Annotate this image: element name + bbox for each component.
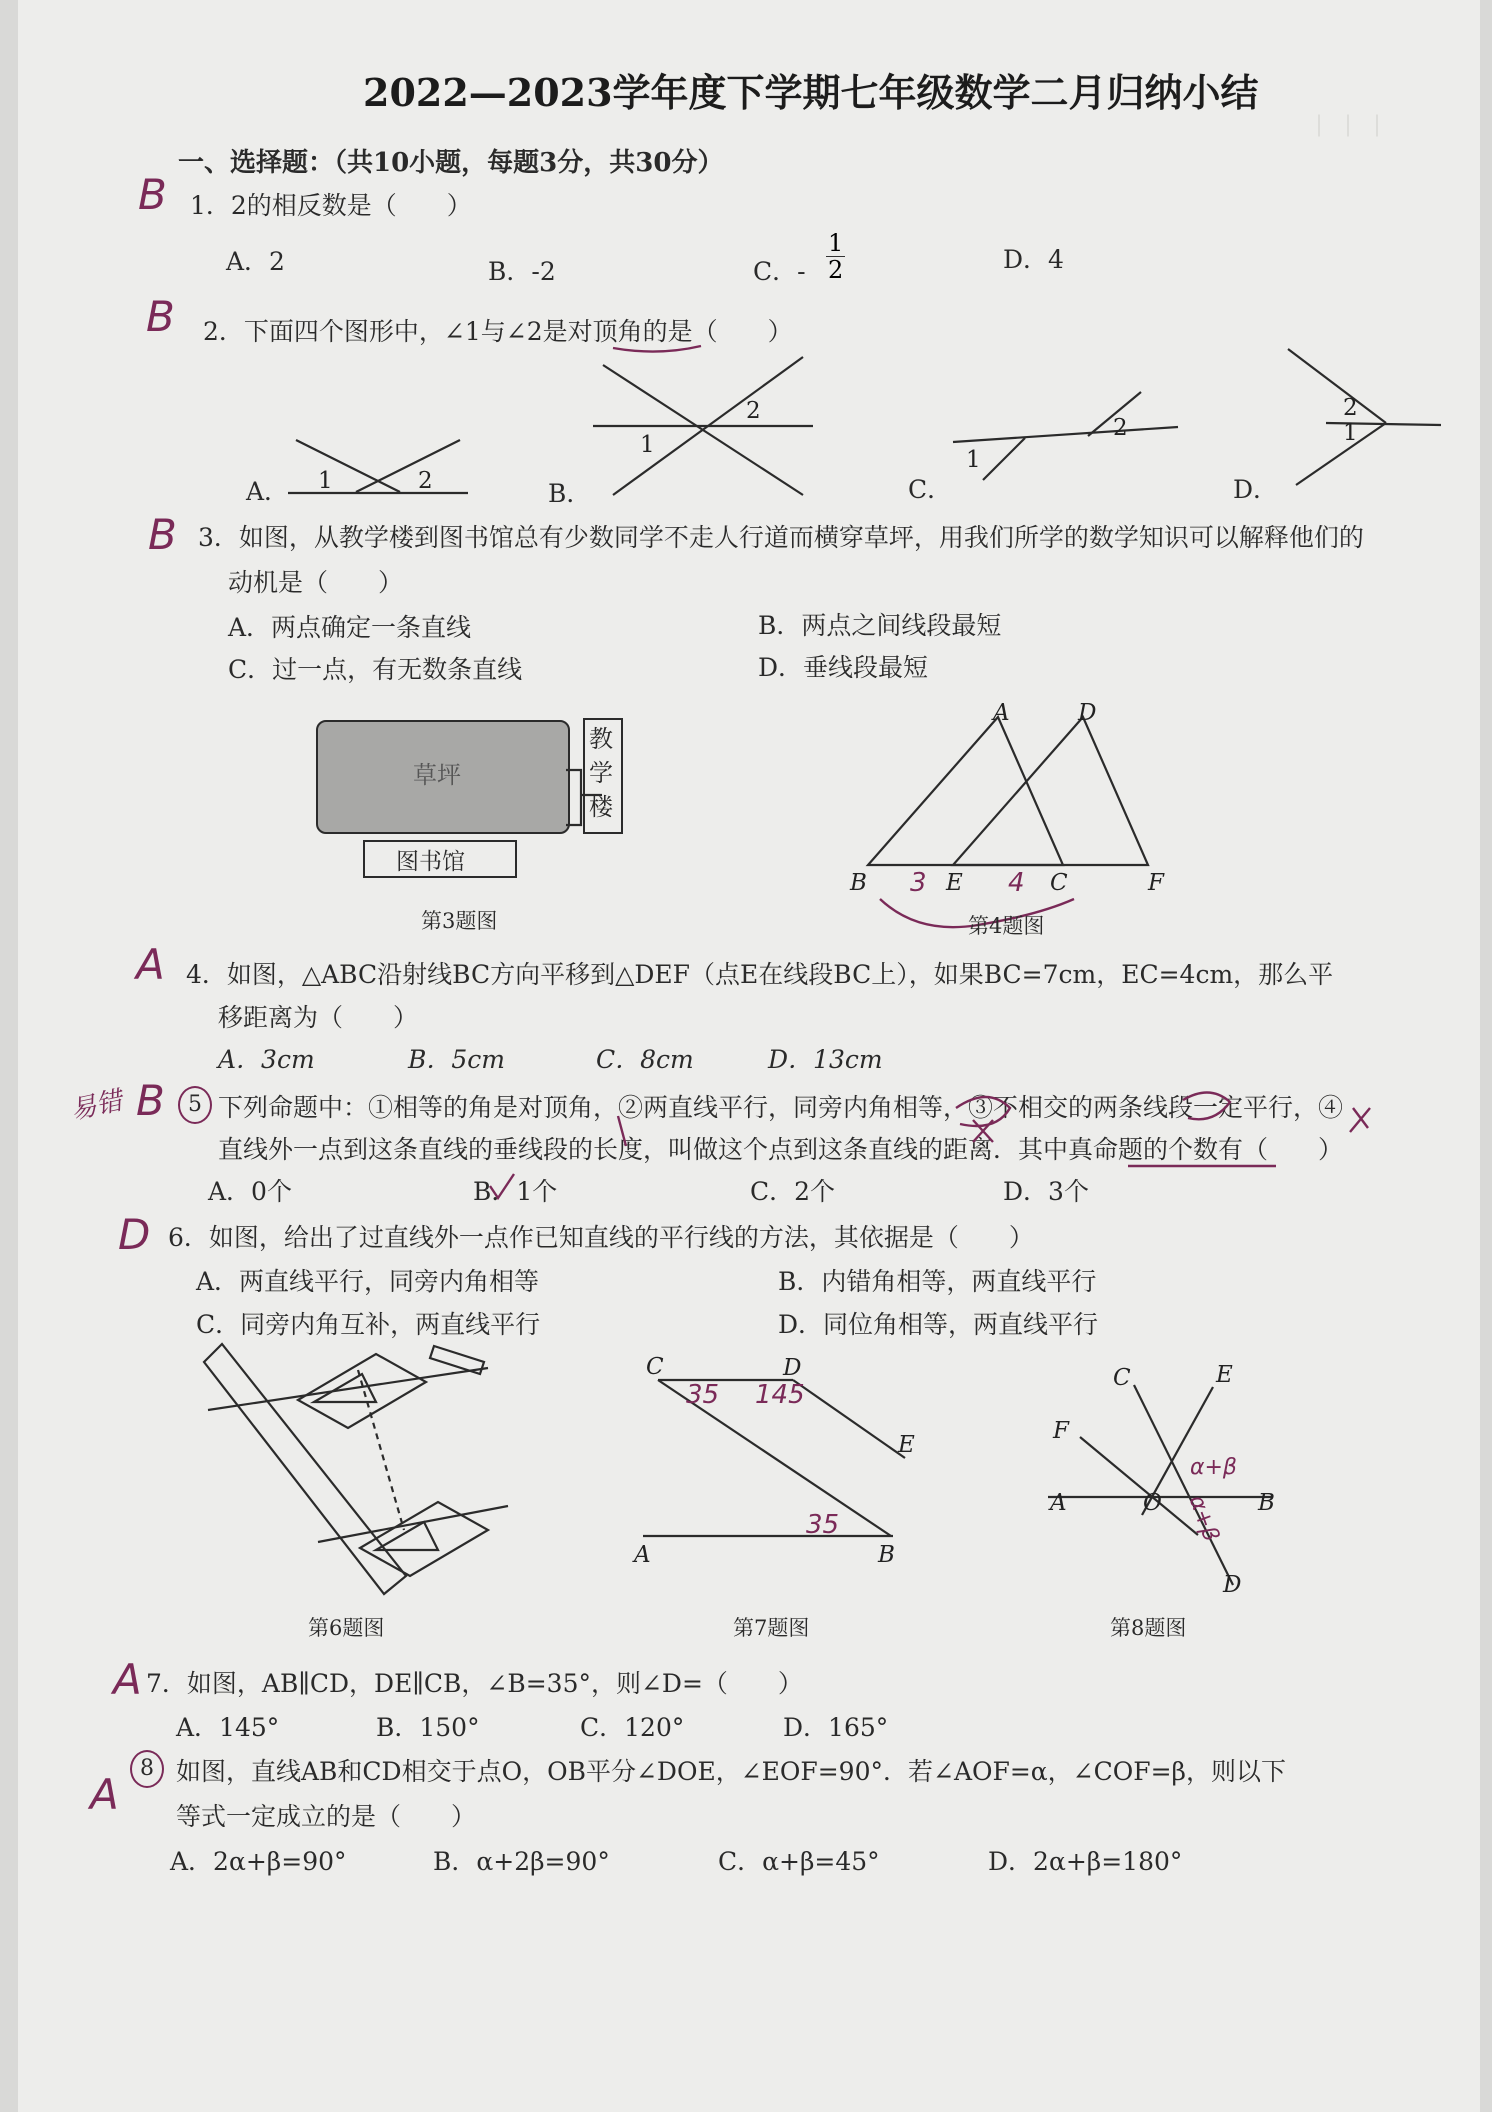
q7-option-a: A．145°: [176, 1713, 280, 1742]
q3-building-label: 教学楼: [589, 725, 613, 821]
q5-option-b: B．1个: [473, 1177, 558, 1206]
q3-option-a: A．两点确定一条直线: [228, 613, 472, 642]
q8-intersecting-lines-figure: [1048, 1375, 1288, 1595]
q8-label-c: C: [1113, 1365, 1131, 1391]
q4-label-b: B: [850, 870, 867, 896]
q6-option-a: A．两直线平行，同旁内角相等: [196, 1267, 540, 1296]
q7-handwritten-answer: A: [113, 1655, 142, 1704]
q4-label-f: F: [1148, 870, 1164, 896]
q2-option-c: C．: [908, 475, 953, 504]
q3-library-label: 图书馆: [396, 849, 465, 875]
q2-option-a: A．: [246, 477, 290, 506]
q5-correction-marks: [598, 1080, 1398, 1180]
q6-handwritten-answer: D: [118, 1210, 151, 1259]
q7-option-d: D．165°: [783, 1713, 889, 1742]
q3-stem-line2: 动机是（ ）: [228, 568, 404, 597]
q4-stem-line2: 移距离为（ ）: [218, 1003, 419, 1032]
exam-page: [18, 0, 1480, 2112]
q6-option-b: B．内错角相等，两直线平行: [778, 1267, 1097, 1296]
q2-stem: 2．下面四个图形中，∠1与∠2是对顶角的是（ ）: [203, 317, 793, 346]
q2-option-d: D．: [1233, 475, 1279, 504]
q6-figure-caption: 第6题图: [308, 1616, 385, 1640]
q1-option-c: C．-: [753, 257, 806, 286]
q1-option-a: A．2: [226, 247, 285, 276]
q1-option-d: D．4: [1003, 245, 1064, 274]
q2-handwritten-answer: B: [146, 292, 175, 341]
q4-option-c: C．8cm: [596, 1045, 694, 1074]
q7-option-b: B．150°: [376, 1713, 480, 1742]
q8-stem-line2: 等式一定成立的是（ ）: [176, 1802, 477, 1831]
q5-underline-mark: [1128, 1162, 1278, 1172]
q3-option-b: B．两点之间线段最短: [758, 611, 1002, 640]
q4-handwritten-4: 4: [1008, 868, 1025, 898]
q4-option-b: B．5cm: [408, 1045, 505, 1074]
q7-label-e: E: [898, 1432, 915, 1458]
q2a-angle2-label: 2: [418, 468, 433, 494]
q8-label-e: E: [1216, 1362, 1233, 1388]
q4-option-a: A．3cm: [218, 1045, 315, 1074]
q2-underline-mark: [613, 342, 703, 356]
q4-figure-triangles: [858, 705, 1158, 885]
q5-circled-number: 5: [178, 1086, 212, 1124]
q7-label-b: B: [878, 1542, 895, 1568]
q4-figure-caption: 第4题图: [968, 914, 1045, 938]
q1-stem: 1．2的相反数是（ ）: [190, 191, 472, 220]
q1-option-b: B．-2: [488, 257, 556, 286]
q4-label-d: D: [1078, 700, 1097, 726]
q8-option-d: D．2α+β=180°: [988, 1847, 1183, 1876]
q4-label-c: C: [1050, 870, 1068, 896]
q4-label-e: E: [946, 870, 963, 896]
q8-handwritten-angle-top: α+β: [1190, 1455, 1237, 1480]
q3-lawn-label: 草坪: [413, 761, 461, 789]
fraction-numerator: 1: [828, 229, 844, 257]
q3-handwritten-answer: B: [148, 510, 177, 559]
q4-option-d: D．13cm: [768, 1045, 883, 1074]
q2-figure-d: [1286, 345, 1441, 490]
q1-option-c-fraction: [826, 230, 845, 283]
q2-option-b: B．: [548, 479, 592, 508]
q8-label-o: O: [1143, 1490, 1162, 1516]
q5-checkmark: [488, 1172, 518, 1202]
q2-figure-c: [953, 392, 1178, 487]
q7-stem: 7．如图，AB∥CD，DE∥CB，∠B=35°，则∠D=（ ）: [146, 1669, 803, 1698]
q4-stem-line1: 4．如图，△ABC沿射线BC方向平移到△DEF（点E在线段BC上），如果BC=7cm，EC=4cm，那么平: [186, 960, 1334, 989]
bleed-through-marks: ｜ ｜ ｜: [1308, 115, 1388, 140]
q8-handwritten-answer: A: [90, 1770, 119, 1819]
q8-figure-caption: 第8题图: [1110, 1616, 1187, 1640]
q8-label-b: B: [1258, 1490, 1275, 1516]
q3-stem-line1: 3．如图，从教学楼到图书馆总有少数同学不走人行道而横穿草坪，用我们所学的数学知识可以解释他们的: [198, 523, 1364, 552]
q5-stem-line1: 下列命题中：①相等的角是对顶角，②两直线平行，同旁内角相等，③不相交的两条线段一定平行，④: [218, 1093, 1344, 1122]
q4-label-a: A: [993, 700, 1010, 726]
q5-stem-line2: 直线外一点到这条直线的垂线段的长度，叫做这个点到这条直线的距离．其中真命题的个数有（ ）: [218, 1135, 1344, 1164]
q2a-angle1-label: 1: [318, 468, 333, 494]
q7-option-c: C．120°: [580, 1713, 685, 1742]
q2d-angle2-label: 2: [1343, 395, 1358, 421]
q8-option-a: A．2α+β=90°: [170, 1847, 347, 1876]
q7-label-d: D: [783, 1355, 802, 1381]
q4-handwritten-3: 3: [910, 868, 927, 898]
q7-handwritten-35-bottom: 35: [806, 1510, 840, 1540]
q4-handwritten-answer: A: [136, 940, 165, 989]
q2-figure-a: [288, 430, 468, 500]
q7-label-c: C: [646, 1354, 664, 1380]
q2c-angle1-label: 1: [966, 447, 981, 473]
q7-figure-caption: 第7题图: [733, 1616, 810, 1640]
q2-figure-b: [593, 355, 813, 500]
q1-handwritten-answer: B: [138, 170, 167, 219]
q7-handwritten-35-top: 35: [686, 1380, 720, 1410]
q3-option-c: C．过一点，有无数条直线: [228, 655, 523, 684]
q7-handwritten-145: 145: [755, 1380, 805, 1410]
q2d-angle1-label: 1: [1343, 420, 1358, 446]
section-heading: 一、选择题：（共10小题，每题3分，共30分）: [178, 148, 724, 178]
fraction-denominator: 2: [828, 256, 844, 284]
page-title: 2022—2023学年度下学期七年级数学二月归纳小结: [363, 70, 1259, 115]
q2c-angle2-label: 2: [1113, 415, 1128, 441]
q8-label-a: A: [1050, 1490, 1067, 1516]
q5-option-d: D．3个: [1003, 1177, 1089, 1206]
q8-option-b: B．α+2β=90°: [433, 1847, 610, 1876]
q5-handwritten-note: 易错: [67, 1085, 126, 1127]
q2b-angle1-label: 1: [640, 432, 655, 458]
q8-handwritten-angle-bottom: α+β: [1183, 1492, 1224, 1545]
q5-option-a: A．0个: [208, 1177, 292, 1206]
q8-circled-number: 8: [130, 1750, 164, 1788]
q8-stem-line1: 如图，直线AB和CD相交于点O，OB平分∠DOE，∠EOF=90°．若∠AOF=α，∠COF=β，则以下: [176, 1757, 1286, 1786]
q5-handwritten-answer: B: [136, 1076, 165, 1125]
q7-label-a: A: [634, 1542, 651, 1568]
q6-option-c: C．同旁内角互补，两直线平行: [196, 1310, 541, 1339]
q6-option-d: D．同位角相等，两直线平行: [778, 1310, 1099, 1339]
q8-label-d: D: [1223, 1572, 1242, 1598]
q2b-angle2-label: 2: [746, 398, 761, 424]
q3-figure-caption: 第3题图: [421, 909, 498, 933]
q8-option-c: C．α+β=45°: [718, 1847, 880, 1876]
q3-option-d: D．垂线段最短: [758, 653, 929, 682]
q6-ruler-triangle-figure: [198, 1340, 518, 1600]
q5-option-c: C．2个: [750, 1177, 836, 1206]
q8-label-f: F: [1053, 1418, 1069, 1444]
q6-stem: 6．如图，给出了过直线外一点作已知直线的平行线的方法，其依据是（ ）: [168, 1223, 1034, 1252]
